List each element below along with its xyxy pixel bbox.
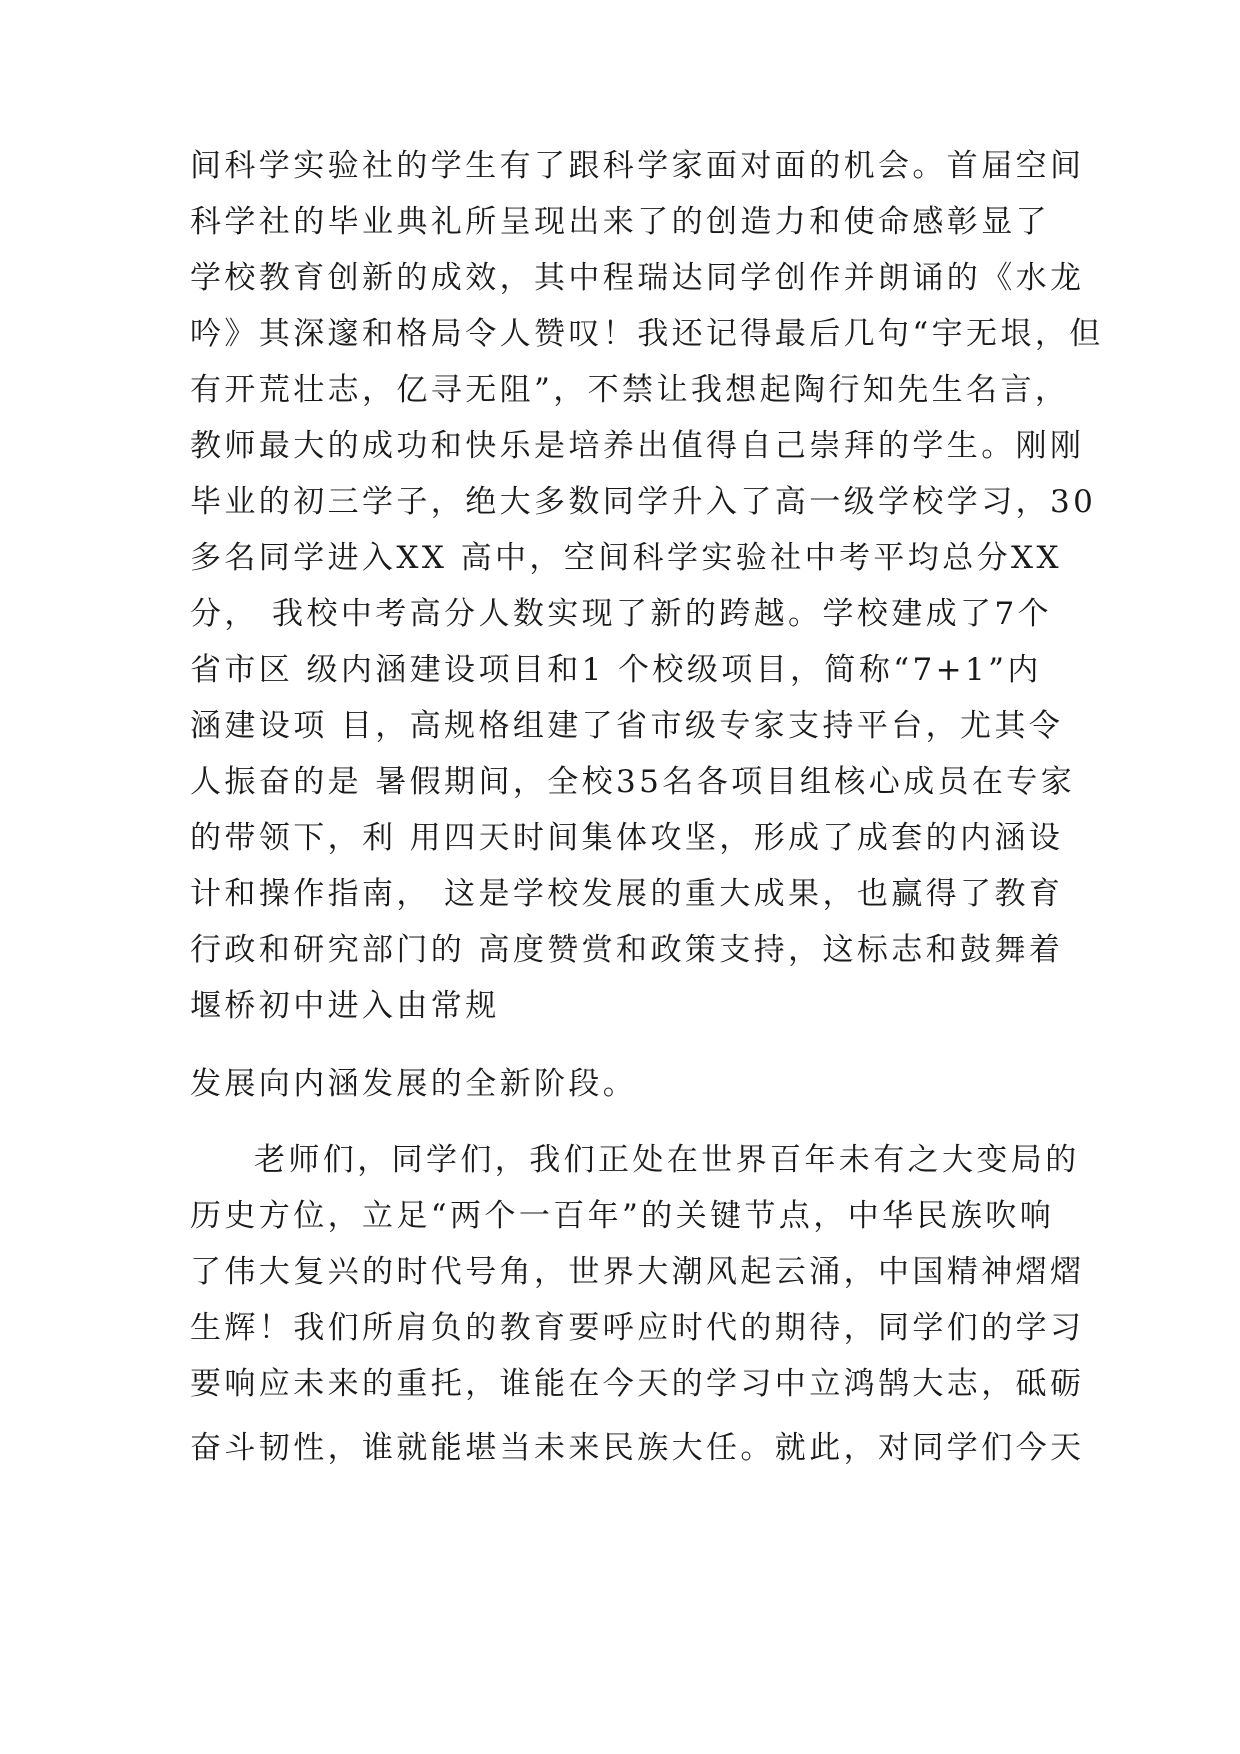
paragraph-line: 多名同学进入XX 高中，空间科学实验社中考平均总分XX — [190, 540, 1062, 576]
paragraph-line: 要响应未来的重托，谁能在今天的学习中立鸿鹄大志，砥砺 — [190, 1366, 1085, 1402]
paragraph-line: 吟》其深邃和格局令人赞叹！我还记得最后几句“宇无垠，但 — [190, 316, 1104, 352]
paragraph-line: 间科学实验社的学生有了跟科学家面对面的机会。首届空间 — [190, 148, 1085, 184]
paragraph-line: 科学社的毕业典礼所呈现出来了的创造力和使命感彰显了 — [190, 204, 1050, 240]
paragraph-line: 行政和研究部门的 高度赞赏和政策支持，这标志和鼓舞着 — [190, 932, 1064, 968]
paragraph-line: 计和操作指南， 这是学校发展的重大成果，也赢得了教育 — [190, 876, 1064, 912]
paragraph-line: 学校教育创新的成效，其中程瑞达同学创作并朗诵的《水龙 — [190, 260, 1085, 296]
paragraph-line: 生辉！我们所肩负的教育要呼应时代的期待，同学们的学习 — [190, 1310, 1085, 1346]
paragraph-line: 分， 我校中考高分人数实现了新的跨越。学校建成了7个 — [190, 596, 1052, 632]
paragraph-line: 的带领下，利 用四天时间集体攻坚，形成了成套的内涵设 — [190, 820, 1064, 856]
paragraph-line: 人振奋的是 暑假期间，全校35名各项目组核心成员在专家 — [190, 764, 1076, 800]
paragraph-line: 发展向内涵发展的全新阶段。 — [190, 1066, 638, 1102]
paragraph-line: 奋斗韧性，谁就能堪当未来民族大任。就此，对同学们今天 — [190, 1430, 1085, 1466]
paragraph-line: 老师们，同学们，我们正处在世界百年未有之大变局的 — [254, 1142, 1080, 1178]
paragraph-line: 教师最大的成功和快乐是培养出值得自己崇拜的学生。刚刚 — [190, 428, 1085, 464]
paragraph-line: 涵建设项 目，高规格组建了省市级专家支持平台，尤其令 — [190, 708, 1064, 744]
paragraph-line: 省市区 级内涵建设项目和1 个校级项目，简称“7+1”内 — [190, 652, 1042, 688]
paragraph-line: 堰桥初中进入由常规 — [190, 988, 500, 1024]
paragraph-line: 有开荒壮志，亿寻无阻”，不禁让我想起陶行知先生名言， — [190, 372, 1070, 408]
paragraph-line: 毕业的初三学子，绝大多数同学升入了高一级学校学习，30 — [190, 484, 1097, 520]
paragraph-line: 历史方位，立足“两个一百年”的关键节点，中华民族吹响 — [190, 1198, 1055, 1234]
paragraph-line: 了伟大复兴的时代号角，世界大潮风起云涌，中国精神熠熠 — [190, 1254, 1085, 1290]
